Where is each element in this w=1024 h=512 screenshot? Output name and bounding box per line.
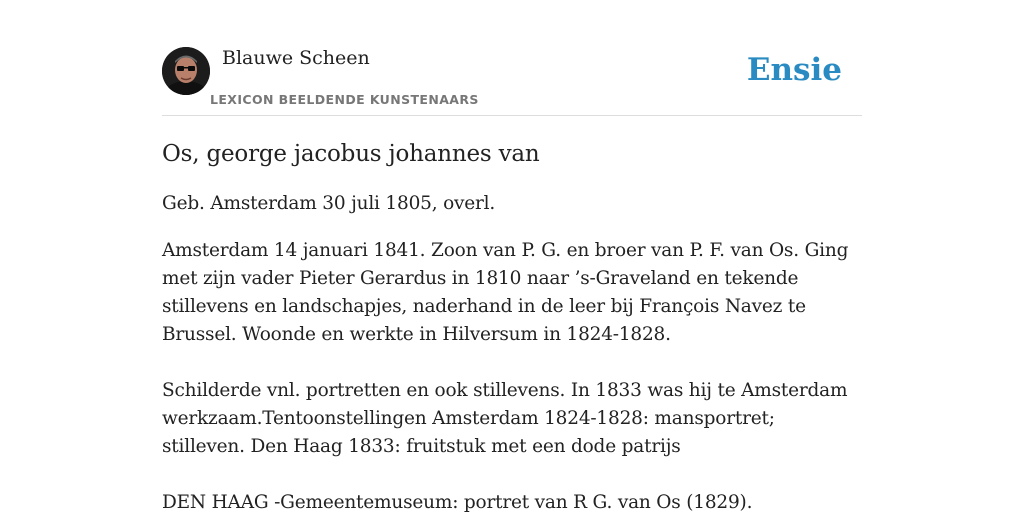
article-header <box>162 46 862 116</box>
article-paragraph: Amsterdam 14 januari 1841. Zoon van P. G. en broer van P. F. van Os. Ging met zijn vader Pieter Gerardus in 1810 naar ’s-Graveland en tekende stillevens en landschapjes, naderhand in de leer bij François Navez te Brussel. Woonde en werkte in Hilversum in 1824-1828. <box>162 240 849 345</box>
category-label[interactable]: LEXICON BEELDENDE KUNSTENAARS <box>210 92 479 107</box>
article-paragraph: Schilderde vnl. portretten en ook stillevens. In 1833 was hij te Amsterdam werkzaam.Tentoonstellingen Amsterdam 1824-1828: mansportret; stilleven. Den Haag 1833: fruitstuk met een dode patrijs <box>162 380 848 457</box>
avatar[interactable] <box>162 47 210 95</box>
article-paragraph: DEN HAAG -Gemeentemuseum: portret van R G. van Os (1829). <box>162 492 753 512</box>
brand-logo[interactable]: Ensie <box>746 52 842 88</box>
author-photo <box>162 47 210 95</box>
author-name[interactable]: Blauwe Scheen <box>222 47 370 69</box>
header-divider <box>162 115 862 116</box>
article-paragraph: Geb. Amsterdam 30 juli 1805, overl. <box>162 193 496 214</box>
article-title: Os, george jacobus johannes van <box>162 141 540 167</box>
article-content <box>162 138 862 512</box>
